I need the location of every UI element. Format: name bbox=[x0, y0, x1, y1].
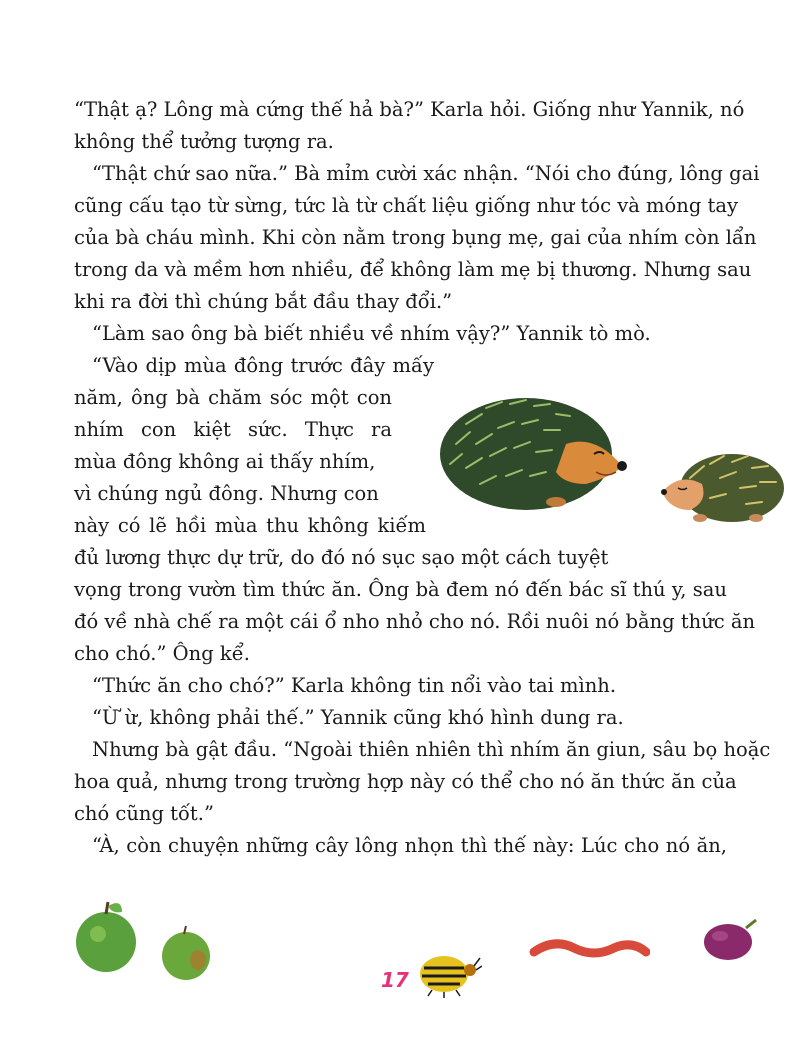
text-line: của bà cháu mình. Khi còn nằm trong bụng mẹ, gai của nhím còn lẩn bbox=[74, 226, 757, 249]
apples-illustration bbox=[72, 898, 220, 982]
text-line: “Thật chứ sao nữa.” Bà mỉm cười xác nhận. “Nói cho đúng, lông gai bbox=[92, 162, 760, 185]
text-line: “Làm sao ông bà biết nhiều về nhím vậy?” Yannik tò mò. bbox=[92, 322, 651, 345]
text-line: không thể tưởng tượng ra. bbox=[74, 130, 334, 153]
text-line: đủ lương thực dự trữ, do đó nó sục sạo một cách tuyệt bbox=[74, 546, 609, 569]
text-line: cho chó.” Ông kể. bbox=[74, 642, 250, 665]
text-line: “Thật ạ? Lông mà cứng thế hả bà?” Karla hỏi. Giống như Yannik, nó bbox=[74, 98, 745, 121]
hedgehog-small-illustration bbox=[660, 448, 790, 530]
text-line: nhím con kiệt sức. Thực ra bbox=[74, 418, 392, 441]
text-line: mùa đông không ai thấy nhím, bbox=[74, 450, 376, 473]
text-line: trong da và mềm hơn nhiều, để không làm mẹ bị thương. Nhưng sau bbox=[74, 258, 752, 281]
page-number: 17 bbox=[381, 968, 409, 992]
hedgehog-large-illustration bbox=[436, 384, 636, 514]
text-line: Nhưng bà gật đầu. “Ngoài thiên nhiên thì nhím ăn giun, sâu bọ hoặc bbox=[92, 738, 771, 761]
worm-illustration bbox=[528, 934, 650, 964]
text-line: này có lẽ hồi mùa thu không kiếm bbox=[74, 514, 426, 537]
text-line: vọng trong vườn tìm thức ăn. Ông bà đem nó đến bác sĩ thú y, sau bbox=[74, 578, 727, 601]
text-line: cũng cấu tạo từ sừng, tức là từ chất liệu giống như tóc và móng tay bbox=[74, 194, 738, 217]
beetle-illustration bbox=[414, 950, 482, 998]
text-line: chó cũng tốt.” bbox=[74, 802, 214, 825]
text-line: “Vào dịp mùa đông trước đây mấy bbox=[92, 354, 434, 377]
text-line: hoa quả, nhưng trong trường hợp này có thể cho nó ăn thức ăn của bbox=[74, 770, 737, 793]
text-line: “Ừ ừ, không phải thế.” Yannik cũng khó hình dung ra. bbox=[92, 706, 624, 729]
plum-illustration bbox=[700, 914, 760, 964]
text-line: “À, còn chuyện những cây lông nhọn thì thế này: Lúc cho nó ăn, bbox=[92, 834, 727, 857]
text-line: năm, ông bà chăm sóc một con bbox=[74, 386, 392, 409]
text-line: đó về nhà chế ra một cái ổ nho nhỏ cho nó. Rồi nuôi nó bằng thức ăn bbox=[74, 610, 756, 633]
text-line: khi ra đời thì chúng bắt đầu thay đổi.” bbox=[74, 290, 453, 313]
text-line: vì chúng ngủ đông. Nhưng con bbox=[74, 482, 379, 505]
text-line: “Thức ăn cho chó?” Karla không tin nổi vào tai mình. bbox=[92, 674, 617, 697]
